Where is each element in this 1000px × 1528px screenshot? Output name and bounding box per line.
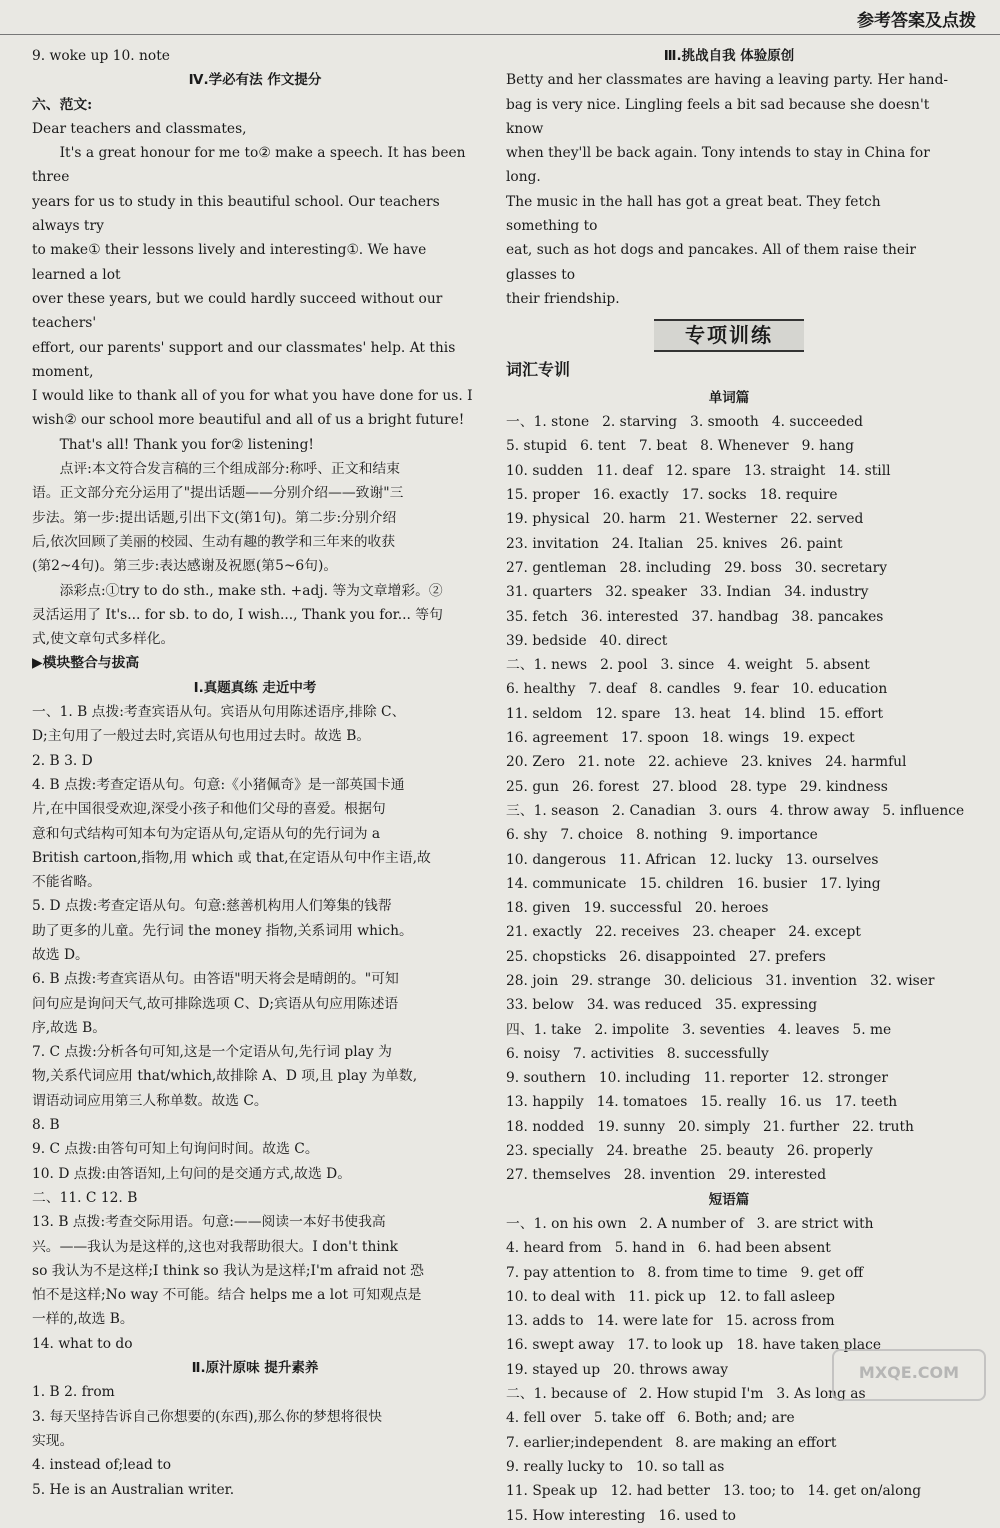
answer-item: 15. proper	[506, 487, 580, 504]
answer-item: 38. pancakes	[791, 608, 884, 625]
answer-item: 29. boss	[724, 559, 782, 576]
answer-item: 8. Whenever	[700, 438, 789, 455]
answer-item: 13. ourselves	[785, 851, 879, 868]
word-row	[506, 434, 952, 458]
answer-item: 15. How interesting	[506, 1507, 646, 1524]
word-row	[506, 993, 952, 1017]
answer-item: 23. knives	[740, 754, 812, 771]
answer-item: 37. handbag	[691, 608, 779, 625]
answer-item: 14. communicate	[506, 875, 627, 892]
qa-line: 5. He is an Australian writer.	[32, 1481, 235, 1498]
answer-item: 27. blood	[652, 778, 718, 795]
answer-item: 24. breathe	[606, 1143, 688, 1160]
answer-item: 40. direct	[599, 632, 668, 649]
answer-item: 19. sunny	[597, 1118, 666, 1135]
qa-line: 二、11. C 12. B	[32, 1189, 138, 1206]
answer-item: 35. expressing	[714, 997, 818, 1014]
phrase-row	[506, 1261, 952, 1285]
phrase-row	[506, 1285, 952, 1309]
answer-item: 5. absent	[805, 657, 870, 674]
answer-item: 34. industry	[784, 584, 869, 601]
phrase-row	[506, 1406, 952, 1430]
answer-item: 4. fell over	[506, 1410, 581, 1427]
answer-item: 22. receives	[594, 924, 680, 941]
answer-item: 26. properly	[786, 1143, 873, 1160]
comment-line: 点评:本文符合发言稿的三个组成部分:称呼、正文和结束	[59, 461, 401, 478]
summary-paragraph	[506, 68, 952, 311]
answer-item: 四、1. take	[506, 1021, 582, 1038]
answer-item: 34. was reduced	[586, 997, 702, 1014]
answer-item: 3. since	[660, 657, 715, 674]
essay-line: It's a great honour for me to② make a speech. It has been three	[32, 145, 466, 186]
answer-item: 20. Zero	[506, 754, 565, 771]
answer-item: 一、1. on his own	[506, 1215, 627, 1232]
answer-item: 29. interested	[728, 1167, 827, 1184]
answer-item: 17. socks	[681, 487, 747, 504]
answer-item: 29. strange	[571, 972, 651, 989]
answer-item: 17. lying	[819, 875, 881, 892]
answer-item: 22. achieve	[648, 754, 728, 771]
answer-item: 20. harm	[602, 511, 666, 528]
answer-item: 28. type	[730, 778, 787, 795]
answer-item: 12. spare	[595, 705, 661, 722]
answer-item: 3. are strict with	[756, 1215, 874, 1232]
qa-line: 9. C 点拨:由答句可知上句询问时间。故选 C。	[32, 1141, 319, 1158]
answer-item: 8. successfully	[666, 1045, 769, 1062]
word-row	[506, 775, 952, 799]
answer-item: 6. had been absent	[697, 1240, 831, 1257]
comment-line: 步法。第一步:提出话题,引出下文(第1句)。第二步:分别介绍	[32, 509, 397, 526]
answer-item: 6. healthy	[506, 681, 576, 698]
answer-item: 5. me	[852, 1021, 892, 1038]
answer-item: 25. chopsticks	[506, 948, 607, 965]
answer-item: 2. impolite	[594, 1021, 670, 1038]
qa-line: 4. instead of;lead to	[32, 1457, 172, 1474]
answer-item: 22. truth	[852, 1118, 914, 1135]
answer-item: 25. beauty	[700, 1143, 774, 1160]
answer-item: 14. were late for	[596, 1313, 713, 1330]
essay-closing: That's all! Thank you for② listening!	[59, 436, 314, 453]
qa-line: 意和句式结构可知本句为定语从句,定语从句的先行词为 a	[32, 825, 381, 842]
answer-item: 10. so tall as	[635, 1458, 725, 1475]
answer-item: 28. join	[506, 972, 559, 989]
answer-item: 12. spare	[665, 462, 731, 479]
answer-item: 19. stayed up	[506, 1361, 601, 1378]
answer-item: 33. below	[506, 997, 574, 1014]
answer-item: 17. to look up	[627, 1337, 724, 1354]
word-row	[506, 823, 952, 847]
answer-item: 21. further	[763, 1118, 840, 1135]
answer-item: 16. agreement	[506, 730, 608, 747]
answer-item: 18. have taken place	[736, 1337, 881, 1354]
answer-item: 26. paint	[780, 535, 843, 552]
answer-item: 5. hand in	[614, 1240, 685, 1257]
answer-item: 8. from time to time	[647, 1264, 788, 1281]
qa-line: 序,故选 B。	[32, 1019, 107, 1036]
answer-item: 9. southern	[506, 1070, 586, 1087]
answer-item: 31. quarters	[506, 584, 593, 601]
word-row	[506, 945, 952, 969]
answer-item: 16. swept away	[506, 1337, 615, 1354]
word-row	[506, 726, 952, 750]
answer-item: 10. including	[598, 1070, 691, 1087]
word-row	[506, 483, 952, 507]
answer-item: 39. bedside	[506, 632, 587, 649]
answer-item: 13. happily	[506, 1094, 584, 1111]
page-header-title: 参考答案及点拨	[857, 11, 976, 31]
section-heading: Ⅳ.学必有法 作文提分	[188, 72, 322, 89]
answer-item: 18. require	[759, 487, 838, 504]
answer-item: 14. blind	[743, 705, 806, 722]
answer-item: 10. education	[791, 681, 888, 698]
vocab-title: 词汇专训	[506, 359, 571, 379]
answer-item: 12. stronger	[801, 1070, 889, 1087]
answer-item: 7. choice	[560, 827, 624, 844]
word-row	[506, 702, 952, 726]
qa-line: 实现。	[32, 1432, 74, 1449]
module-heading: ▶模块整合与拔高	[32, 655, 140, 672]
qa-line: 3. 每天坚持告诉自己你想要的(东西),那么你的梦想将很快	[32, 1408, 383, 1425]
answer-item: 28. invention	[623, 1167, 716, 1184]
answer-item: 21. note	[577, 754, 636, 771]
answer-item: 7. earlier;independent	[506, 1434, 663, 1451]
section-heading: Ⅲ.挑战自我 体验原创	[663, 48, 795, 64]
comment-line: 语。正文部分充分运用了"提出话题——分别介绍——致谢"三	[32, 485, 404, 502]
answer-item: 14. tomatoes	[596, 1094, 688, 1111]
qa-line: British cartoon,指物,用 which 或 that,在定语从句中作主语,故	[32, 849, 431, 866]
answer-item: 21. exactly	[506, 924, 582, 941]
answer-item: 11. seldom	[506, 705, 583, 722]
answer-item: 3. seventies	[682, 1021, 766, 1038]
answer-item: 6. noisy	[506, 1045, 561, 1062]
answer-item: 9. fear	[733, 681, 779, 698]
qa-line: 兴。——我认为是这样的,这也对我帮助很大。I don't think	[32, 1238, 398, 1255]
word-row	[506, 1139, 952, 1163]
watermark-logo: MXQE.COM	[832, 1349, 986, 1401]
answer-item: 9. get off	[800, 1264, 864, 1281]
paragraph-line: their friendship.	[506, 290, 620, 307]
answer-item: 11. Speak up	[506, 1483, 598, 1500]
answer-item: 10. to deal with	[506, 1288, 616, 1305]
word-row	[506, 507, 952, 531]
word-row	[506, 750, 952, 774]
qa-line: 5. D 点拨:考查定语从句。句意:慈善机构用人们筹集的钱帮	[32, 898, 392, 915]
answer-item: 4. succeeded	[771, 414, 863, 431]
phrase-row	[506, 1479, 952, 1503]
word-row	[506, 1163, 952, 1187]
answer-item: 9. hang	[801, 438, 854, 455]
section-heading: Ⅰ.真题真练 走近中考	[193, 679, 317, 696]
answer-item: 33. Indian	[700, 584, 772, 601]
qa-line: 一样的,故选 B。	[32, 1311, 134, 1328]
phrase-row	[506, 1504, 952, 1528]
qa-line: 物,关系代词应用 that/which,故排除 A、D 项,且 play 为单数,	[32, 1068, 418, 1085]
essay-line: I would like to thank all of you for what you have done for us. I	[32, 388, 473, 405]
answer-item: 一、1. stone	[506, 414, 590, 431]
qa-line: 片,在中国很受欢迎,深受小孩子和他们父母的喜爱。根据句	[32, 801, 386, 818]
answer-item: 29. kindness	[799, 778, 888, 795]
word-row	[506, 848, 952, 872]
plus-line: 灵活运用了 It's... for sb. to do, I wish..., Thank you for... 等句	[32, 606, 443, 623]
answer-item: 7. pay attention to	[506, 1264, 635, 1281]
answer-item: 20. heroes	[694, 900, 769, 917]
answer-line: 9. woke up 10. note	[32, 48, 170, 64]
word-row	[506, 653, 952, 677]
essay-salutation: Dear teachers and classmates,	[32, 120, 247, 137]
left-column	[32, 44, 478, 1502]
answer-item: 28. including	[619, 559, 712, 576]
answer-item: 32. speaker	[605, 584, 688, 601]
word-row	[506, 920, 952, 944]
answer-item: 5. stupid	[506, 438, 568, 455]
answer-item: 12. had better	[610, 1483, 710, 1500]
word-row	[506, 556, 952, 580]
answer-item: 14. still	[838, 462, 891, 479]
phrase-row	[506, 1236, 952, 1260]
qa-line: 问句应是询问天气,故可排除选项 C、D;宾语从句应用陈述语	[32, 995, 399, 1012]
answer-item: 三、1. season	[506, 802, 599, 819]
qa-line: 6. B 点拨:考查宾语从句。由答语"明天将会是晴朗的。"可知	[32, 971, 399, 988]
paragraph-line: bag is very nice. Lingling feels a bit sad because she doesn't know	[506, 96, 930, 137]
answer-item: 15. across from	[725, 1313, 835, 1330]
word-row	[506, 1090, 952, 1114]
answer-item: 11. reporter	[703, 1070, 789, 1087]
answer-item: 23. invitation	[506, 535, 599, 552]
answer-item: 15. children	[639, 875, 724, 892]
answer-item: 16. busier	[736, 875, 807, 892]
phrase-row	[506, 1455, 952, 1479]
answer-item: 24. Italian	[611, 535, 684, 552]
word-row	[506, 1115, 952, 1139]
header-rule	[0, 34, 1000, 35]
answer-item: 8. are making an effort	[675, 1434, 837, 1451]
qa-line: 14. what to do	[32, 1335, 133, 1352]
plus-line: 式,使文章句式多样化。	[32, 631, 175, 648]
paragraph-line: Betty and her classmates are having a leaving party. Her hand-	[506, 72, 949, 89]
qa-line: 助了更多的儿童。先行词 the money 指物,关系词用 which。	[32, 922, 413, 939]
answer-item: 14. get on/along	[807, 1483, 922, 1500]
word-row	[506, 459, 952, 483]
qa-list	[32, 700, 478, 1356]
answer-item: 11. African	[619, 851, 697, 868]
word-row	[506, 580, 952, 604]
answer-item: 16. us	[779, 1094, 822, 1111]
answer-item: 4. throw away	[770, 802, 870, 819]
answer-item: 13. adds to	[506, 1313, 584, 1330]
answer-item: 9. really lucky to	[506, 1458, 623, 1475]
qa-line: 一、1. B 点拨:考查宾语从句。宾语从句用陈述语序,排除 C、	[32, 704, 406, 721]
answer-item: 4. leaves	[778, 1021, 840, 1038]
essay-line: to make① their lessons lively and interesting①. We have learned a lot	[32, 242, 427, 283]
answer-item: 7. beat	[638, 438, 688, 455]
phrase-row	[506, 1431, 952, 1455]
word-row	[506, 896, 952, 920]
qa-line: 故选 D。	[32, 946, 89, 963]
answer-item: 19. successful	[583, 900, 682, 917]
qa-line: 谓语动词应用第三人称单数。故选 C。	[32, 1092, 268, 1109]
phrases-title: 短语篇	[708, 1191, 750, 1208]
answer-item: 9. importance	[720, 827, 818, 844]
qa-line: 13. B 点拨:考查交际用语。句意:——阅读一本好书使我高	[32, 1214, 386, 1231]
answer-item: 18. given	[506, 900, 571, 917]
answer-item: 2. starving	[602, 414, 678, 431]
qa-line: 怕不是这样;No way 不可能。结合 helps me a lot 可知观点是	[32, 1287, 422, 1304]
answer-item: 7. deaf	[588, 681, 637, 698]
answer-item: 31. invention	[765, 972, 858, 989]
word-row	[506, 605, 952, 629]
right-column	[506, 44, 965, 1528]
answer-item: 16. used to	[658, 1507, 736, 1524]
qa-line: 10. D 点拨:由答语知,上句问的是交通方式,故选 D。	[32, 1165, 351, 1182]
qa-line: 7. C 点拨:分析各句可知,这是一个定语从句,先行词 play 为	[32, 1044, 392, 1061]
qa-line: D;主句用了一般过去时,宾语从句也用过去时。故选 B。	[32, 728, 371, 745]
answer-item: 17. teeth	[834, 1094, 898, 1111]
answer-item: 5. influence	[882, 802, 965, 819]
answer-item: 17. spoon	[621, 730, 689, 747]
words-title: 单词篇	[708, 389, 750, 406]
essay-line: over these years, but we could hardly succeed without our teachers'	[32, 290, 443, 332]
answer-item: 2. How stupid I'm	[639, 1386, 764, 1403]
answer-item: 12. to fall asleep	[719, 1288, 836, 1305]
answer-item: 27. gentleman	[506, 559, 607, 576]
answer-item: 24. except	[788, 924, 861, 941]
answer-item: 6. Both; and; are	[677, 1410, 795, 1427]
comment-line: (第2~4句)。第三步:表达感谢及祝愿(第5~6句)。	[32, 558, 338, 575]
answer-item: 26. disappointed	[619, 948, 736, 965]
answer-item: 18. wings	[701, 730, 770, 747]
essay-line: years for us to study in this beautiful school. Our teachers always try	[32, 193, 440, 235]
paragraph-line: eat, such as hot dogs and pancakes. All of them raise their glasses to	[506, 242, 917, 283]
special-training-banner: 专项训练	[654, 319, 804, 351]
answer-item: 10. dangerous	[506, 851, 607, 868]
paragraph-line: The music in the hall has got a great beat. They fetch something to	[506, 193, 881, 235]
answer-item: 36. interested	[580, 608, 679, 625]
answer-item: 6. shy	[506, 827, 548, 844]
answer-item: 3. As long as	[776, 1386, 866, 1403]
word-row	[506, 872, 952, 896]
answer-item: 35. fetch	[506, 608, 568, 625]
answer-item: 10. sudden	[506, 462, 584, 479]
section-label: 六、范文:	[32, 96, 93, 113]
phrase-row	[506, 1309, 952, 1333]
answer-item: 3. smooth	[690, 414, 759, 431]
answer-item: 2. Canadian	[611, 802, 696, 819]
qa-line: 8. B	[32, 1117, 60, 1134]
answer-item: 2. pool	[600, 657, 648, 674]
answer-item: 16. exactly	[592, 487, 669, 504]
phrase-row	[506, 1212, 952, 1236]
answer-item: 30. delicious	[663, 972, 753, 989]
answer-item: 25. knives	[696, 535, 768, 552]
answer-item: 24. harmful	[824, 754, 907, 771]
qa-line: 不能省略。	[32, 874, 101, 891]
answer-item: 23. cheaper	[692, 924, 776, 941]
answer-item: 8. nothing	[636, 827, 708, 844]
word-row	[506, 1042, 952, 1066]
answer-item: 18. nodded	[506, 1118, 585, 1135]
answer-item: 6. tent	[580, 438, 626, 455]
answer-item: 25. gun	[506, 778, 559, 795]
answer-item: 27. themselves	[506, 1167, 611, 1184]
answer-item: 23. specially	[506, 1143, 594, 1160]
qa2-list	[32, 1380, 478, 1501]
qa-line: so 我认为不是这样;I think so 我认为是这样;I'm afraid not 恐	[32, 1262, 424, 1279]
word-row	[506, 629, 952, 653]
answer-item: 15. effort	[818, 705, 884, 722]
answer-item: 26. forest	[571, 778, 640, 795]
answer-item: 11. pick up	[628, 1288, 707, 1305]
answer-item: 13. too; to	[722, 1483, 795, 1500]
answer-item: 27. prefers	[748, 948, 826, 965]
word-row	[506, 1018, 952, 1042]
answer-item: 4. heard from	[506, 1240, 602, 1257]
answer-item: 2. A number of	[639, 1215, 744, 1232]
word-row	[506, 532, 952, 556]
answer-item: 30. secretary	[794, 559, 888, 576]
answer-item: 20. throws away	[613, 1361, 729, 1378]
words-answers	[506, 410, 965, 1188]
answer-item: 13. heat	[673, 705, 731, 722]
answer-item: 12. lucky	[709, 851, 773, 868]
qa-line: 2. B 3. D	[32, 752, 93, 769]
answer-item: 19. expect	[782, 730, 855, 747]
word-row	[506, 1066, 952, 1090]
word-row	[506, 410, 952, 434]
answer-item: 4. weight	[727, 657, 793, 674]
answer-item: 二、1. news	[506, 657, 588, 674]
answer-item: 5. take off	[593, 1410, 665, 1427]
answer-item: 22. served	[790, 511, 864, 528]
answer-item: 11. deaf	[596, 462, 653, 479]
plus-line: 添彩点:①try to do sth., make sth. +adj. 等为文章增彩。②	[59, 582, 443, 599]
answer-item: 8. candles	[649, 681, 721, 698]
answer-item: 15. really	[700, 1094, 767, 1111]
answer-item: 3. ours	[708, 802, 758, 819]
essay-line: effort, our parents' support and our classmates' help. At this moment,	[32, 339, 456, 380]
answer-item: 13. straight	[743, 462, 826, 479]
comment-line: 后,依次回顾了美丽的校园、生动有趣的教学和三年来的收获	[32, 533, 396, 550]
answer-item: 7. activities	[573, 1045, 654, 1062]
word-row	[506, 969, 952, 993]
word-row	[506, 799, 965, 823]
answer-item: 19. physical	[506, 511, 590, 528]
word-row	[506, 677, 952, 701]
paragraph-line: when they'll be back again. Tony intends to stay in China for long.	[506, 145, 930, 186]
answer-item: 20. simply	[678, 1118, 751, 1135]
qa-line: 1. B 2. from	[32, 1384, 115, 1401]
answer-item: 32. wiser	[870, 972, 935, 989]
section-heading: Ⅱ.原汁原味 提升素养	[191, 1360, 319, 1377]
answer-item: 21. Westerner	[678, 511, 778, 528]
essay-line: wish② our school more beautiful and all of us a bright future!	[32, 412, 465, 429]
answer-item: 二、1. because of	[506, 1386, 627, 1403]
qa-line: 4. B 点拨:考查定语从句。句意:《小猪佩奇》是一部英国卡通	[32, 776, 405, 793]
